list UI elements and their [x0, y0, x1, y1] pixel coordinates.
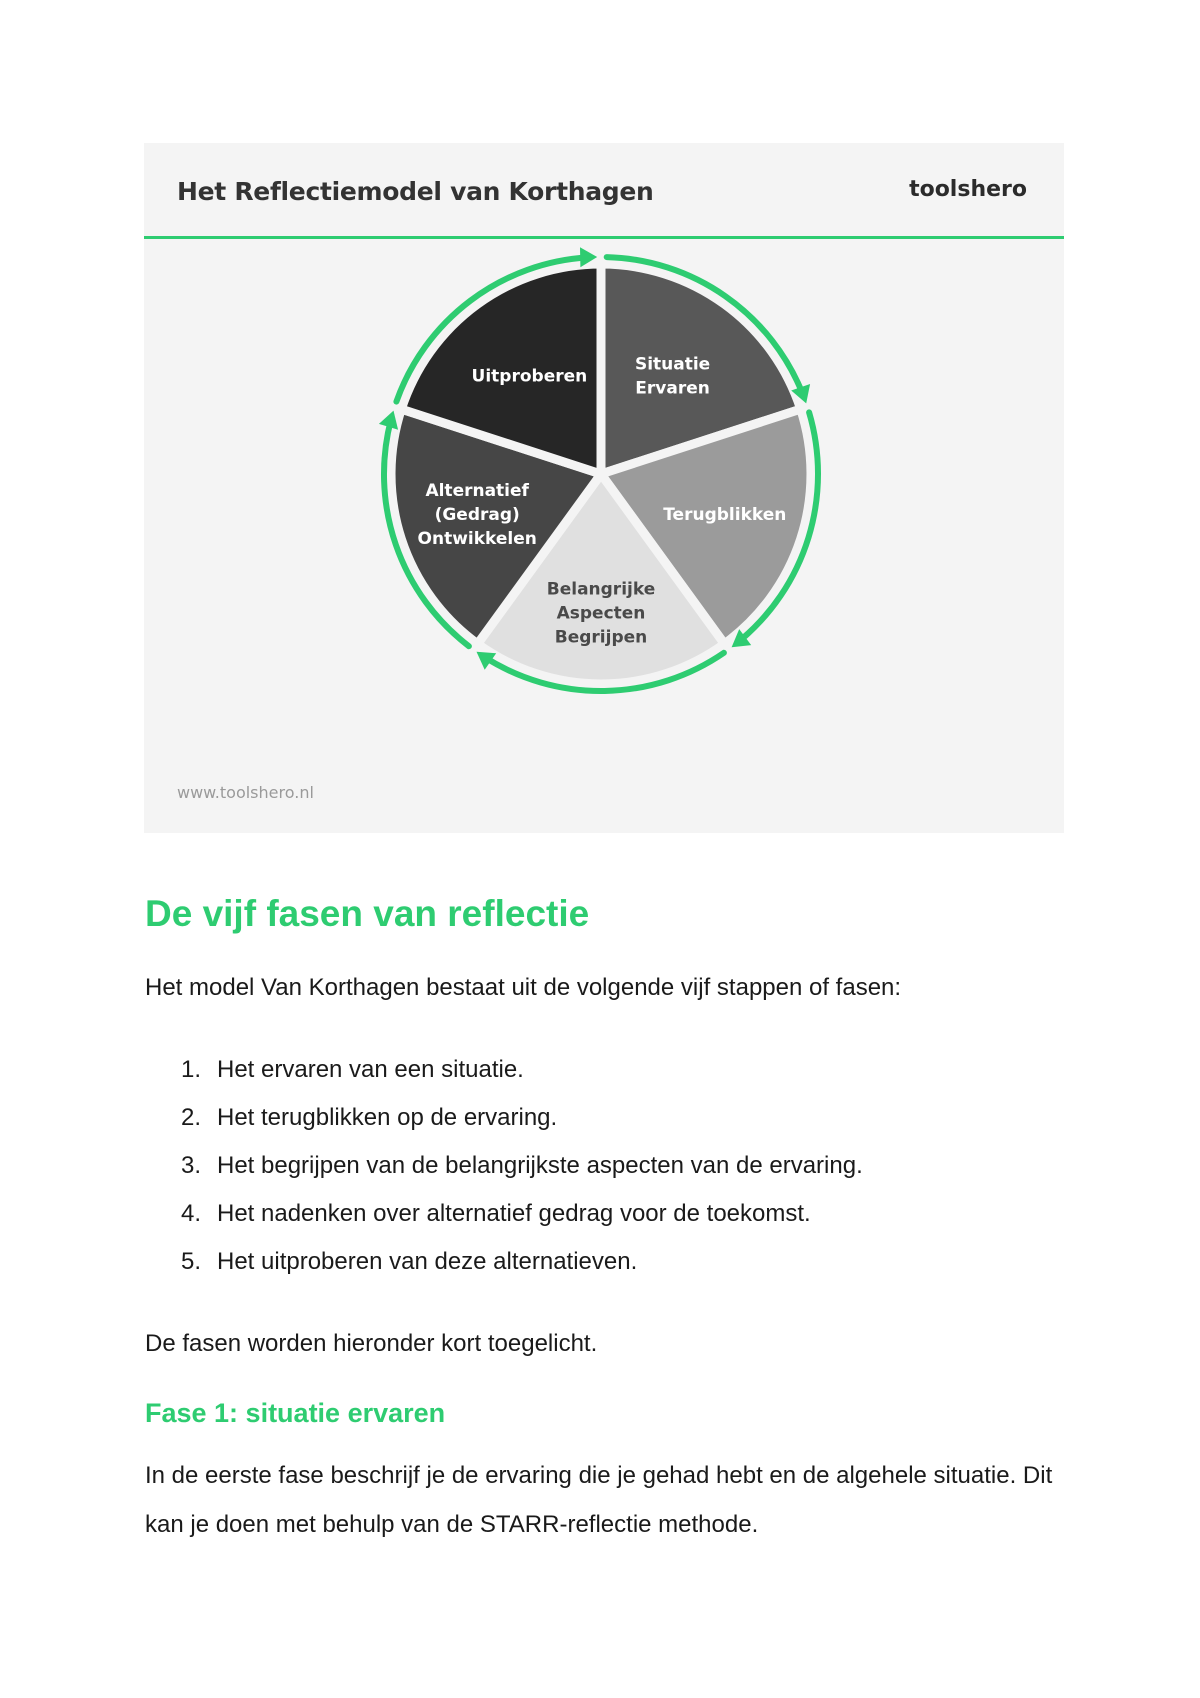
source-url: www.toolshero.nl: [177, 783, 314, 802]
segment-label: Begrijpen: [554, 627, 648, 648]
list-text: Het nadenken over alternatief gedrag voor de toekomst.: [217, 1200, 811, 1227]
korthagen-figure: [144, 143, 1064, 833]
segment-label: Situatie: [634, 354, 711, 375]
phase1-paragraph: In de eerste fase beschrijf je de ervaring die je gehad hebt en de algehele situatie. Dit kan je doen met behulp van de STARR-reflectie methode.: [145, 1462, 1053, 1538]
figure-title: Het Reflectiemodel van Korthagen: [177, 177, 654, 206]
list-number: 1.: [181, 1056, 202, 1083]
list-number: 4.: [181, 1200, 202, 1227]
list-number: 2.: [181, 1104, 202, 1131]
reflection-cycle-diagram: [144, 239, 1064, 779]
brand-logo[interactable]: toolshero: [909, 177, 1027, 202]
list-number: 3.: [181, 1152, 202, 1179]
segment-label: Aspecten: [556, 603, 646, 624]
segment-label: Alternatief: [425, 481, 529, 502]
list-text: Het ervaren van een situatie.: [217, 1056, 524, 1083]
list-text: Het terugblikken op de ervaring.: [217, 1104, 558, 1131]
segment-label: Uitproberen: [471, 366, 588, 387]
segment-label: Ontwikkelen: [417, 529, 537, 550]
figure-header: [144, 143, 1064, 239]
phase1-heading: Fase 1: situatie ervaren: [145, 1398, 446, 1428]
outro-paragraph: De fasen worden hieronder kort toegelicht.: [145, 1330, 598, 1357]
segment-label: Belangrijke: [546, 579, 656, 600]
list-number: 5.: [181, 1248, 202, 1275]
segment-label: Terugblikken: [663, 505, 787, 526]
section-title: De vijf fasen van reflectie: [145, 893, 590, 934]
list-text: Het uitproberen van deze alternatieven.: [217, 1248, 638, 1275]
segment-label: Ervaren: [635, 378, 710, 399]
intro-paragraph: Het model Van Korthagen bestaat uit de volgende vijf stappen of fasen:: [145, 974, 902, 1001]
segment-label: (Gedrag): [434, 505, 520, 526]
list-text: Het begrijpen van de belangrijkste aspecten van de ervaring.: [217, 1152, 863, 1179]
